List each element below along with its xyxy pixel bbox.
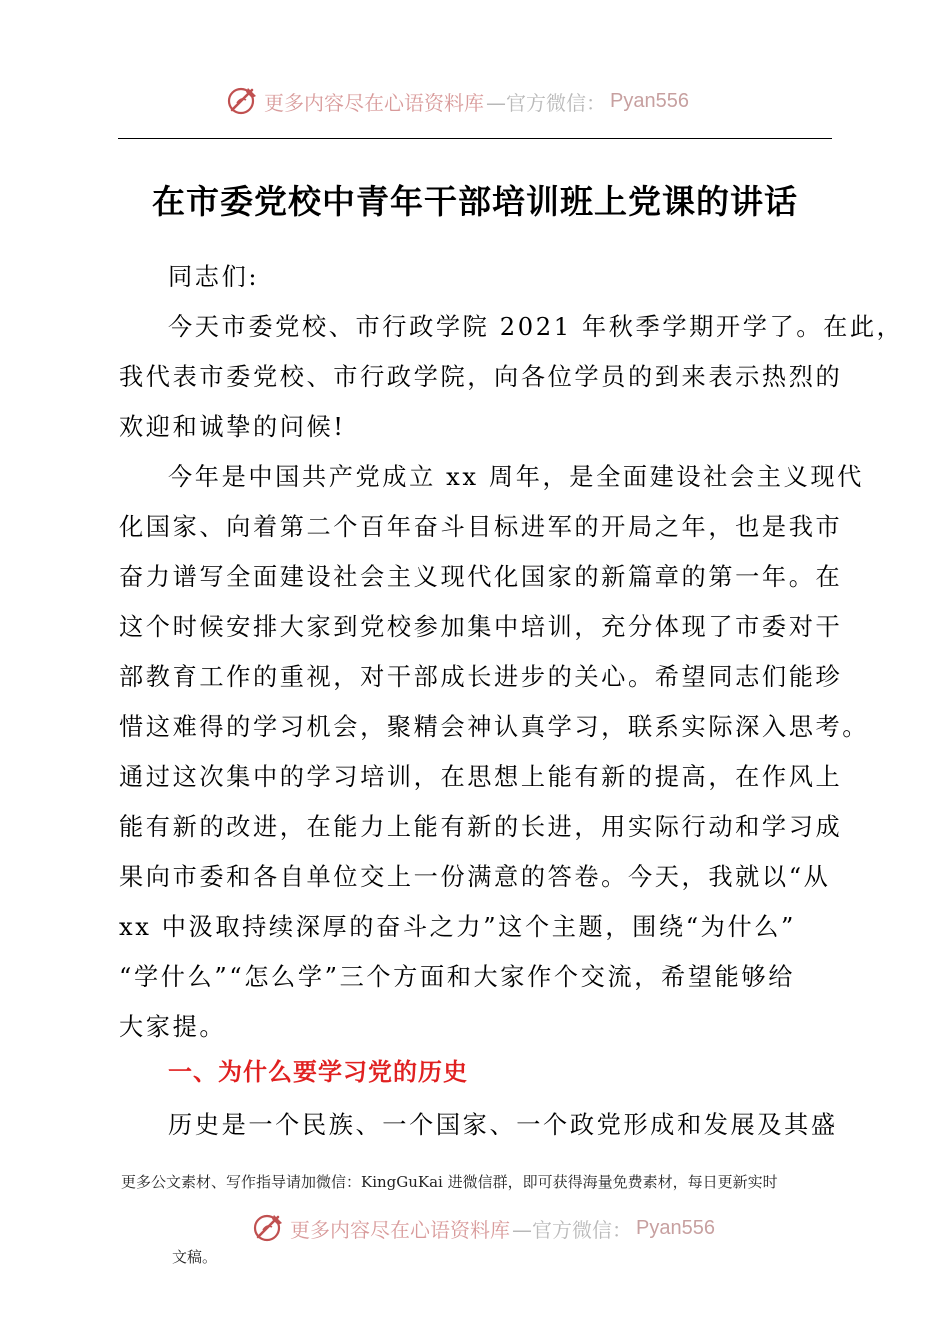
- banner-wechat-id: Pyan556: [610, 89, 689, 112]
- banner-wechat-id: Pyan556: [636, 1216, 715, 1239]
- footer-note-continued: 文稿。: [172, 1248, 218, 1266]
- paragraph-line: 部教育工作的重视，对干部成长进步的关心。希望同志们能珍: [119, 663, 843, 691]
- banner-slogan: 更多内容尽在心语资料库: [264, 90, 484, 115]
- paragraph-line: 惜这难得的学习机会，聚精会神认真学习，联系实际深入思考。: [119, 713, 870, 741]
- banner-slogan: 更多内容尽在心语资料库: [290, 1217, 510, 1242]
- paragraph-line: 果向市委和各自单位交上一份满意的答卷。今天，我就以“从: [119, 863, 831, 891]
- pen-logo-icon: [252, 1211, 286, 1245]
- paragraph-line: 通过这次集中的学习培训，在思想上能有新的提高，在作风上: [119, 763, 843, 791]
- paragraph-line: 今天市委党校、市行政学院 2021 年秋季学期开学了。在此，: [168, 313, 904, 341]
- greeting: [119, 252, 833, 302]
- section-heading: 一、为什么要学习党的历史: [168, 1058, 468, 1086]
- paragraph-line: xx 中汲取持续深厚的奋斗之力”这个主题，围绕“为什么”: [119, 913, 796, 941]
- document-title: 在市委党校中青年干部培训班上党课的讲话: [152, 182, 798, 221]
- footer-banner: [252, 1211, 715, 1245]
- banner-dash: —官方微信：: [486, 90, 606, 115]
- paragraph-line: 能有新的改进，在能力上能有新的长进，用实际行动和学习成: [119, 813, 843, 841]
- paragraph-line: 这个时候安排大家到党校参加集中培训，充分体现了市委对干: [119, 613, 843, 641]
- banner-dash: —官方微信：: [512, 1217, 632, 1242]
- paragraph-line: 今年是中国共产党成立 xx 周年，是全面建设社会主义现代: [168, 463, 864, 491]
- header-divider: [118, 138, 832, 139]
- paragraph-line: 我代表市委党校、市行政学院，向各位学员的到来表示热烈的: [119, 363, 843, 391]
- paragraph-line: 欢迎和诚挚的问候!: [119, 413, 346, 441]
- paragraph-2: [119, 452, 870, 1052]
- paragraph-3: [119, 1100, 838, 1150]
- paragraph-line: “学什么”“怎么学”三个方面和大家作个交流，希望能够给: [119, 963, 795, 991]
- paragraph-line: 奋力谱写全面建设社会主义现代化国家的新篇章的第一年。在: [119, 563, 843, 591]
- greeting-text: 同志们:: [168, 263, 260, 291]
- paragraph-1: [119, 302, 904, 452]
- footer-note: 更多公文素材、写作指导请加微信：KingGuKai 进微信群，即可获得海量免费素材，每日更新实时: [121, 1173, 778, 1191]
- header-banner: [226, 84, 689, 118]
- paragraph-line: 历史是一个民族、一个国家、一个政党形成和发展及其盛: [168, 1111, 838, 1139]
- paragraph-line: 大家提。: [119, 1013, 227, 1041]
- paragraph-line: 化国家、向着第二个百年奋斗目标进军的开局之年，也是我市: [119, 513, 843, 541]
- pen-logo-icon: [226, 84, 260, 118]
